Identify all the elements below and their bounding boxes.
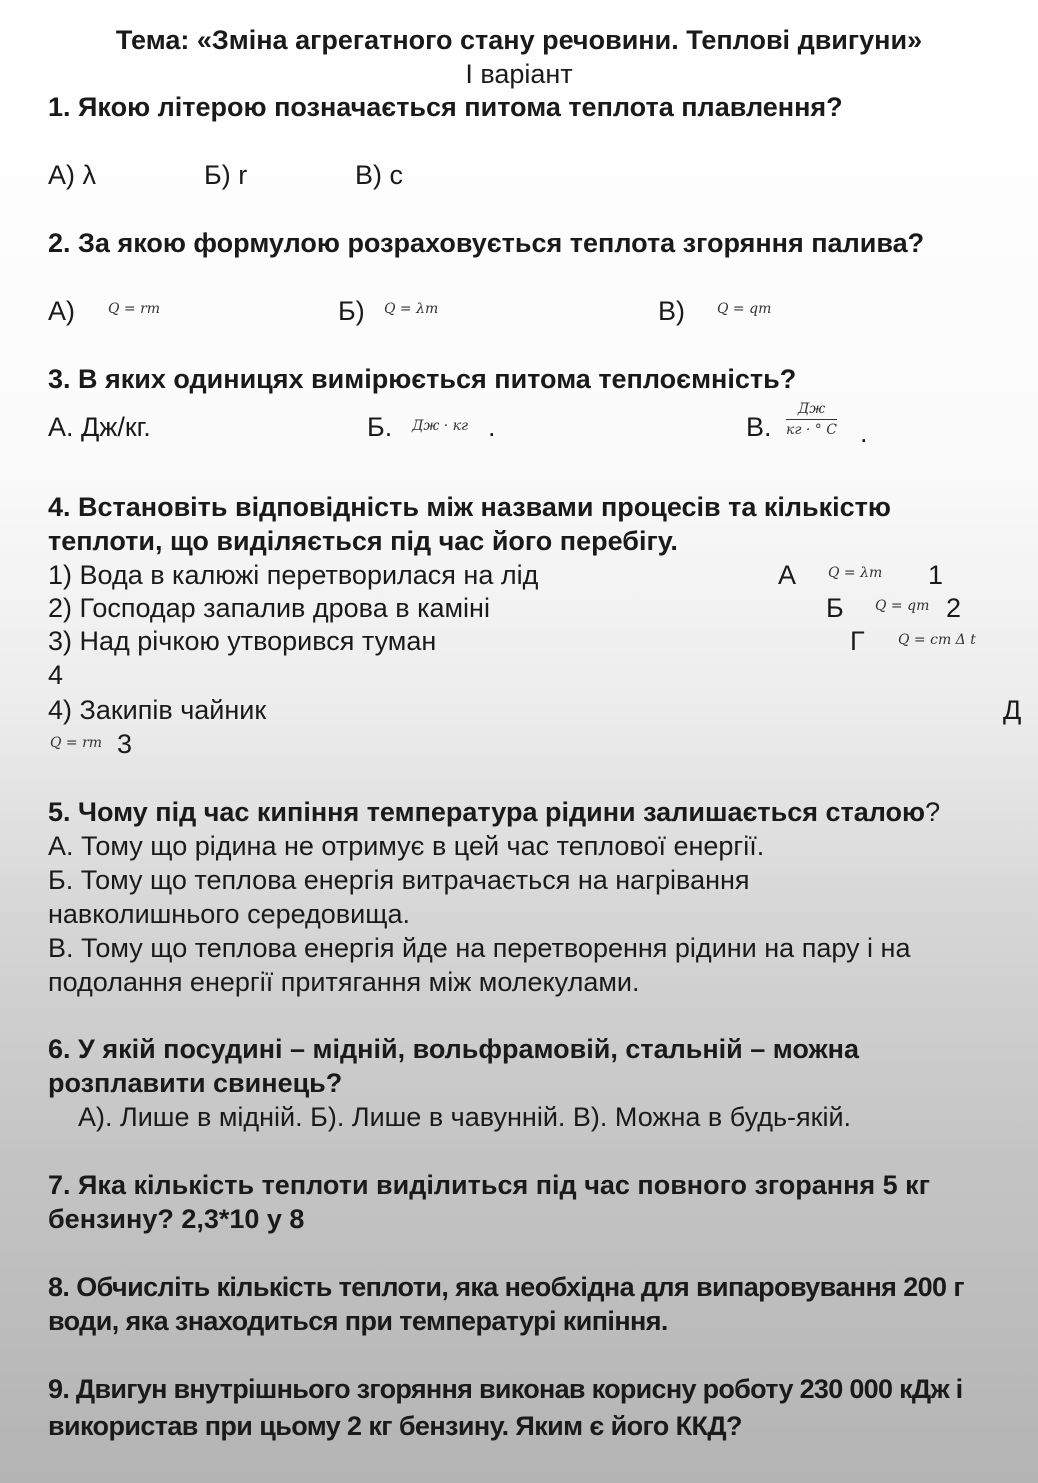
q3-formula-c-denominator: кг · ° С [786,422,837,438]
q4-item-3: 3) Над річкою утворився туман [48,626,437,656]
q4-option-b-label: Б [826,593,844,623]
q4-option-d-label: Д [1003,695,1022,725]
q4-item-1: 1) Вода в калюжі перетворилася на лід [48,560,539,590]
q4-option-d-number: 3 [117,729,133,759]
question-7-line-2: бензину? 2,3*10 у 8 [48,1204,305,1234]
q4-option-a-formula: Q = λm [828,565,883,581]
q5-answer-b-line-2: навколишнього середовища. [48,899,410,929]
question-3: 3. В яких одиницях вимірюється питома теплоємність? [48,364,797,394]
q3-answer-b-label: Б. [367,412,393,442]
q6-answers: А). Лише в мідній. Б). Лише в чавунній. В). Можна в будь-якій. [78,1102,852,1132]
q1-answer-b: Б) r [204,160,248,190]
q2-formula-a: Q = rm [108,301,161,317]
q4-option-g-label: Г [850,626,865,656]
page-title: Тема: «Зміна агрегатного стану речовини. Теплові двигуни» [115,25,923,55]
question-1: 1. Якою літерою позначається питома теплота плавлення? [48,92,843,122]
question-5-mark: ? [925,797,941,827]
q1-answer-c: В) с [355,160,404,190]
q3-formula-c-fraction [786,401,837,438]
q4-option-a-number: 1 [928,560,944,590]
q2-answer-b-label: Б) [338,296,365,326]
q5-answer-b-line-1: Б. Тому що теплова енергія витрачається на нагрівання [48,865,750,895]
q4-option-b-number: 2 [946,593,962,623]
q5-answer-c-line-1: В. Тому що теплова енергія йде на перетворення рідини на пару і на [48,933,911,963]
question-2: 2. За якою формулою розраховується теплота згоряння палива? [48,228,925,258]
q3-answer-a: А. Дж/кг. [48,412,151,442]
q4-option-a-label: А [778,560,797,590]
q2-answer-a-label: А) [48,296,75,326]
q3-formula-c-dot: . [860,418,868,448]
q4-item-2: 2) Господар запалив дрова в каміні [48,593,490,623]
question-6-line-1: 6. У якій посудині – мідній, вольфрамовій, стальній – можна [48,1034,859,1064]
q2-formula-c: Q = qm [717,301,772,317]
q4-item-4: 4) Закипів чайник [48,695,267,725]
q5-answer-c-line-2: подолання енергії притягання між молекулами. [48,967,640,997]
q3-answer-c-label: В. [746,412,772,442]
question-9-line-2: використав при цьому 2 кг бензину. Яким є його ККД? [48,1411,742,1441]
q2-formula-b: Q = λm [384,301,439,317]
question-8-line-2: води, яка знаходиться при температурі кипіння. [48,1306,668,1336]
q3-formula-b: Дж · кг [412,418,469,434]
q3-formula-c-numerator: Дж [786,401,837,420]
q3-formula-b-dot: . [488,412,496,442]
q2-answer-c-label: В) [658,296,685,326]
q4-item-3-number: 4 [48,660,64,690]
question-5 [48,795,940,829]
question-4-line-2: теплоти, що виділяється під час його перебігу. [48,526,678,556]
question-5-text: 5. Чому під час кипіння температура рідини залишається сталою [48,797,926,827]
q1-answer-a: А) λ [48,160,97,190]
question-7-line-1: 7. Яка кількість теплоти виділиться під час повного згорання 5 кг [48,1170,930,1200]
question-6-line-2: розплавити свинець? [48,1068,343,1098]
question-4-line-1: 4. Встановіть відповідність між назвами процесів та кількістю [48,492,891,522]
question-8-line-1: 8. Обчисліть кількість теплоти, яка необхідна для випаровування 200 г [48,1272,965,1302]
q4-option-b-formula: Q = qm [875,598,930,614]
q5-answer-a: А. Тому що рідина не отримує в цей час теплової енергії. [48,831,765,861]
question-9-line-1: 9. Двигун внутрішнього згоряння виконав корисну роботу 230 000 кДж і [48,1374,963,1404]
variant-label: І варіант [465,59,573,89]
q4-option-d-formula: Q = rm [50,735,103,751]
q4-option-g-formula: Q = cm Δ t [898,632,976,648]
